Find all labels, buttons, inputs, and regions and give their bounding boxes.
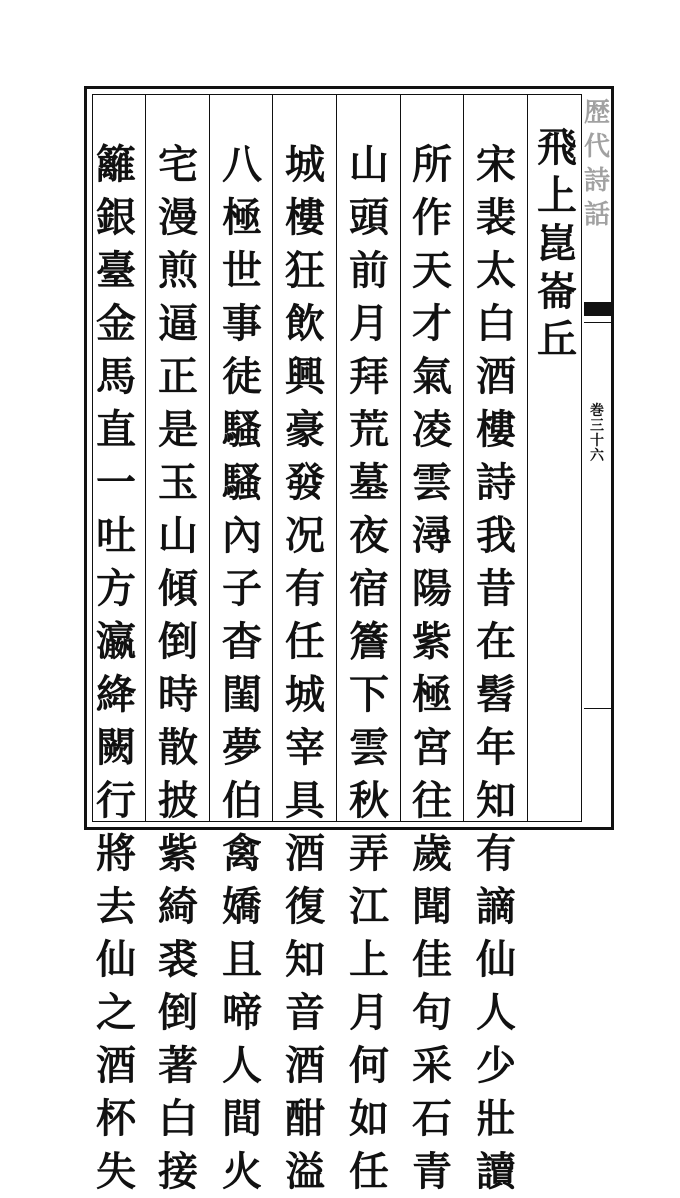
column-char: 火 xyxy=(222,1148,262,1195)
column-char: 樓 xyxy=(285,194,325,241)
column-char: 飲 xyxy=(285,300,325,347)
column-char: 極 xyxy=(222,194,262,241)
column-char: 杯 xyxy=(96,1095,136,1142)
column-char: 墓 xyxy=(349,459,389,506)
column-char: 絳 xyxy=(96,671,136,718)
column-char: 紫 xyxy=(412,618,452,665)
column-char: 月 xyxy=(349,300,389,347)
column-char: 煎 xyxy=(158,247,198,294)
column-char: 披 xyxy=(158,777,198,824)
column-char: 弄 xyxy=(349,830,389,877)
column-char: 才 xyxy=(412,300,452,347)
column-char: 間 xyxy=(222,1095,262,1142)
column-char: 宰 xyxy=(285,724,325,771)
column-char: 時 xyxy=(158,671,198,718)
column-rule xyxy=(527,94,528,822)
column-char: 去 xyxy=(96,883,136,930)
column-char: 啼 xyxy=(222,989,262,1036)
column-char: 石 xyxy=(412,1095,452,1142)
text-column xyxy=(345,138,393,1198)
column-char: 况 xyxy=(285,512,325,559)
column-char: 金 xyxy=(96,300,136,347)
column-char: 之 xyxy=(96,989,136,1036)
column-char: 伯 xyxy=(222,777,262,824)
column-char: 倒 xyxy=(158,989,198,1036)
text-column xyxy=(154,138,202,1198)
column-char: 酒 xyxy=(285,1042,325,1089)
column-char: 潯 xyxy=(412,512,452,559)
text-column xyxy=(533,124,581,364)
book-title xyxy=(582,96,612,232)
column-char: 簷 xyxy=(349,618,389,665)
column-char: 馬 xyxy=(96,353,136,400)
column-char: 瀛 xyxy=(96,618,136,665)
column-char: 所 xyxy=(412,141,452,188)
band-divider xyxy=(584,322,612,323)
column-rule xyxy=(336,94,337,822)
column-char: 漫 xyxy=(158,194,198,241)
column-char: 佳 xyxy=(412,936,452,983)
column-char: 秋 xyxy=(349,777,389,824)
column-char: 天 xyxy=(412,247,452,294)
text-column xyxy=(281,138,329,1198)
column-char: 往 xyxy=(412,777,452,824)
volume-char: 十 xyxy=(590,433,604,449)
column-char: 年 xyxy=(476,724,516,771)
column-char: 何 xyxy=(349,1042,389,1089)
band-divider xyxy=(584,708,612,709)
text-column xyxy=(472,138,520,1198)
text-column xyxy=(408,138,456,1198)
column-char: 江 xyxy=(349,883,389,930)
column-char: 閨 xyxy=(222,671,262,718)
column-char: 籬 xyxy=(96,141,136,188)
column-char: 荒 xyxy=(349,406,389,453)
column-char: 子 xyxy=(222,565,262,612)
column-char: 謫 xyxy=(476,883,516,930)
column-char: 聞 xyxy=(412,883,452,930)
column-char: 壯 xyxy=(476,1095,516,1142)
column-char: 詩 xyxy=(476,459,516,506)
column-char: 頭 xyxy=(349,194,389,241)
column-char: 失 xyxy=(96,1148,136,1195)
column-char: 酒 xyxy=(476,353,516,400)
column-char: 傾 xyxy=(158,565,198,612)
column-char: 逼 xyxy=(158,300,198,347)
column-char: 事 xyxy=(222,300,262,347)
column-char: 紫 xyxy=(158,830,198,877)
column-char: 前 xyxy=(349,247,389,294)
column-char: 散 xyxy=(158,724,198,771)
column-char: 溢 xyxy=(285,1148,325,1195)
column-char: 城 xyxy=(285,141,325,188)
column-char: 禽 xyxy=(222,830,262,877)
column-char: 拜 xyxy=(349,353,389,400)
column-char: 我 xyxy=(476,512,516,559)
volume-char: 六 xyxy=(590,448,604,464)
column-char: 內 xyxy=(222,512,262,559)
column-char: 音 xyxy=(285,989,325,1036)
column-char: 將 xyxy=(96,830,136,877)
column-char: 復 xyxy=(285,883,325,930)
column-char: 髫 xyxy=(476,671,516,718)
column-char: 人 xyxy=(222,1042,262,1089)
column-char: 仙 xyxy=(476,936,516,983)
column-char: 有 xyxy=(476,830,516,877)
column-char: 嬌 xyxy=(222,883,262,930)
column-char: 上 xyxy=(349,936,389,983)
column-char: 人 xyxy=(476,989,516,1036)
column-char: 宋 xyxy=(476,141,516,188)
fish-tail-mark xyxy=(584,302,612,316)
column-char: 白 xyxy=(476,300,516,347)
column-char: 知 xyxy=(285,936,325,983)
column-char: 丘 xyxy=(537,316,577,363)
column-char: 太 xyxy=(476,247,516,294)
column-char: 行 xyxy=(96,777,136,824)
column-char: 玉 xyxy=(158,459,198,506)
column-char: 雲 xyxy=(412,459,452,506)
column-char: 接 xyxy=(158,1148,198,1195)
column-char: 句 xyxy=(412,989,452,1036)
column-char: 臺 xyxy=(96,247,136,294)
column-char: 上 xyxy=(537,172,577,219)
column-char: 宅 xyxy=(158,141,198,188)
column-char: 采 xyxy=(412,1042,452,1089)
column-char: 任 xyxy=(349,1148,389,1195)
column-char: 且 xyxy=(222,936,262,983)
column-char: 具 xyxy=(285,777,325,824)
column-char: 宮 xyxy=(412,724,452,771)
column-char: 銀 xyxy=(96,194,136,241)
column-char: 昔 xyxy=(476,565,516,612)
column-char: 世 xyxy=(222,247,262,294)
column-char: 山 xyxy=(158,512,198,559)
column-char: 是 xyxy=(158,406,198,453)
column-char: 崑 xyxy=(537,220,577,267)
column-char: 發 xyxy=(285,459,325,506)
column-char: 氣 xyxy=(412,353,452,400)
column-char: 興 xyxy=(285,353,325,400)
column-char: 山 xyxy=(349,141,389,188)
column-char: 一 xyxy=(96,459,136,506)
column-char: 樓 xyxy=(476,406,516,453)
book-title-char: 話 xyxy=(583,200,610,230)
column-char: 有 xyxy=(285,565,325,612)
book-title-char: 詩 xyxy=(583,166,610,196)
column-char: 倒 xyxy=(158,618,198,665)
column-char: 酒 xyxy=(285,830,325,877)
column-char: 如 xyxy=(349,1095,389,1142)
column-char: 直 xyxy=(96,406,136,453)
column-char: 城 xyxy=(285,671,325,718)
column-char: 歲 xyxy=(412,830,452,877)
book-title-char: 歴 xyxy=(583,98,610,128)
column-char: 雲 xyxy=(349,724,389,771)
column-char: 杳 xyxy=(222,618,262,665)
column-char: 狂 xyxy=(285,247,325,294)
column-rule xyxy=(400,94,401,822)
column-char: 八 xyxy=(222,141,262,188)
column-char: 夜 xyxy=(349,512,389,559)
column-char: 白 xyxy=(158,1095,198,1142)
column-rule xyxy=(463,94,464,822)
column-char: 著 xyxy=(158,1042,198,1089)
column-char: 極 xyxy=(412,671,452,718)
column-char: 夢 xyxy=(222,724,262,771)
column-char: 崙 xyxy=(537,268,577,315)
column-char: 知 xyxy=(476,777,516,824)
column-char: 作 xyxy=(412,194,452,241)
column-char: 酣 xyxy=(285,1095,325,1142)
column-rule xyxy=(272,94,273,822)
column-char: 綺 xyxy=(158,883,198,930)
column-char: 凌 xyxy=(412,406,452,453)
volume-char: 巻 xyxy=(590,403,604,419)
column-char: 吐 xyxy=(96,512,136,559)
column-char: 豪 xyxy=(285,406,325,453)
column-char: 讀 xyxy=(476,1148,516,1195)
column-char: 方 xyxy=(96,565,136,612)
column-char: 仙 xyxy=(96,936,136,983)
column-char: 騷 xyxy=(222,406,262,453)
book-title-char: 代 xyxy=(583,132,610,162)
column-char: 任 xyxy=(285,618,325,665)
column-char: 少 xyxy=(476,1042,516,1089)
column-rule xyxy=(145,94,146,822)
column-rule xyxy=(209,94,210,822)
column-char: 正 xyxy=(158,353,198,400)
text-column xyxy=(218,138,266,1198)
text-column xyxy=(92,138,140,1198)
column-char: 闕 xyxy=(96,724,136,771)
column-char: 飛 xyxy=(537,124,577,171)
column-char: 徒 xyxy=(222,353,262,400)
volume-char: 三 xyxy=(590,418,604,434)
column-char: 宿 xyxy=(349,565,389,612)
column-char: 月 xyxy=(349,989,389,1036)
column-char: 裘 xyxy=(158,936,198,983)
column-char: 酒 xyxy=(96,1042,136,1089)
column-char: 裴 xyxy=(476,194,516,241)
column-char: 青 xyxy=(412,1148,452,1195)
column-char: 下 xyxy=(349,671,389,718)
column-char: 騷 xyxy=(222,459,262,506)
column-char: 陽 xyxy=(412,565,452,612)
column-char: 在 xyxy=(476,618,516,665)
volume-label xyxy=(584,404,610,464)
